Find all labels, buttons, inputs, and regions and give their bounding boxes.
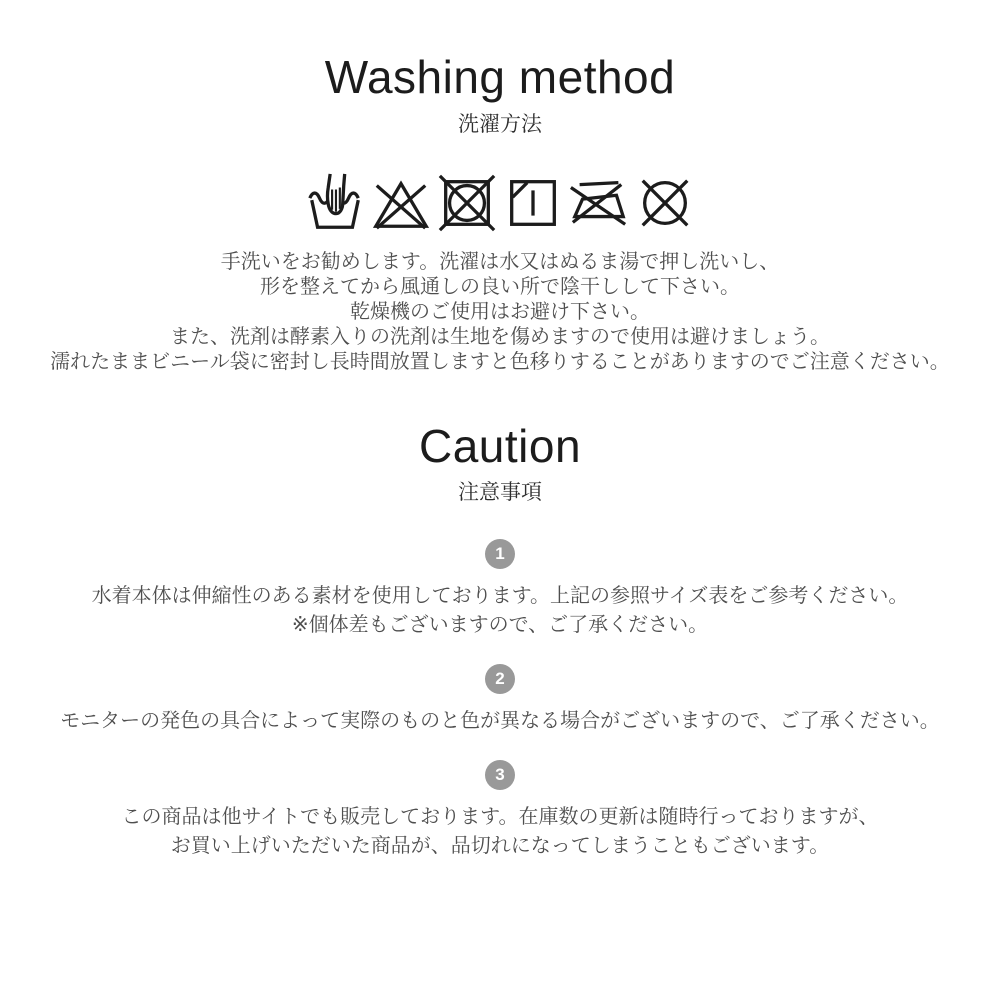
laundry-care-icons-row [0, 172, 1000, 234]
caution-item-1 [0, 539, 1000, 640]
do-not-iron-icon [568, 172, 630, 234]
caution-section [0, 375, 1000, 862]
drip-dry-in-shade-icon [502, 172, 564, 234]
washing-instruction-line: 形を整えてから風通しの良い所で陰干しして下さい。 [260, 275, 740, 298]
caution-text-line: 水着本体は伸縮性のある素材を使用しております。上記の参照サイズ表をご参考ください。 [91, 585, 909, 608]
caution-text-line: ※個体差もございますので、ご了承ください。 [291, 614, 709, 637]
do-not-dry-clean-icon [634, 172, 696, 234]
washing-instruction-line: 乾燥機のご使用はお避け下さい。 [350, 300, 650, 323]
caution-number-badge-3: 3 [485, 760, 515, 790]
caution-title: Caution [418, 419, 582, 472]
washing-instruction-line: また、洗剤は酵素入りの洗剤は生地を傷めますので使用は避けましょう。 [170, 325, 830, 348]
caution-text-line: この商品は他サイトでも販売しております。在庫数の更新は随時行っておりますが、 [121, 806, 879, 829]
caution-text-line: モニターの発色の具合によって実際のものと色が異なる場合がございますので、ご了承ください。 [60, 710, 940, 733]
washing-instructions [0, 250, 1000, 375]
washing-method-title: Washing method [324, 51, 676, 103]
caution-text-1 [0, 582, 1000, 640]
caution-text-line: お買い上げいただいた商品が、品切れになってしまうこともございます。 [170, 835, 830, 858]
caution-text-2 [0, 707, 1000, 736]
washing-instruction-line: 濡れたままビニール袋に密封し長時間放置しますと色移りすることがありますのでご注意ください。 [50, 350, 950, 373]
caution-number-badge-1: 1 [485, 539, 515, 569]
do-not-tumble-dry-icon [436, 172, 498, 234]
caution-subtitle-ja: 注意事項 [458, 481, 542, 505]
washing-method-section [0, 0, 1000, 375]
caution-number-badge-2: 2 [485, 664, 515, 694]
do-not-bleach-icon [370, 172, 432, 234]
hand-wash-icon [304, 172, 366, 234]
caution-text-3 [0, 803, 1000, 861]
caution-item-2 [0, 664, 1000, 736]
caution-item-3 [0, 760, 1000, 861]
washing-method-subtitle-ja: 洗濯方法 [458, 112, 542, 136]
washing-instruction-line: 手洗いをお勧めします。洗濯は水又はぬるま湯で押し洗いし、 [220, 250, 780, 273]
